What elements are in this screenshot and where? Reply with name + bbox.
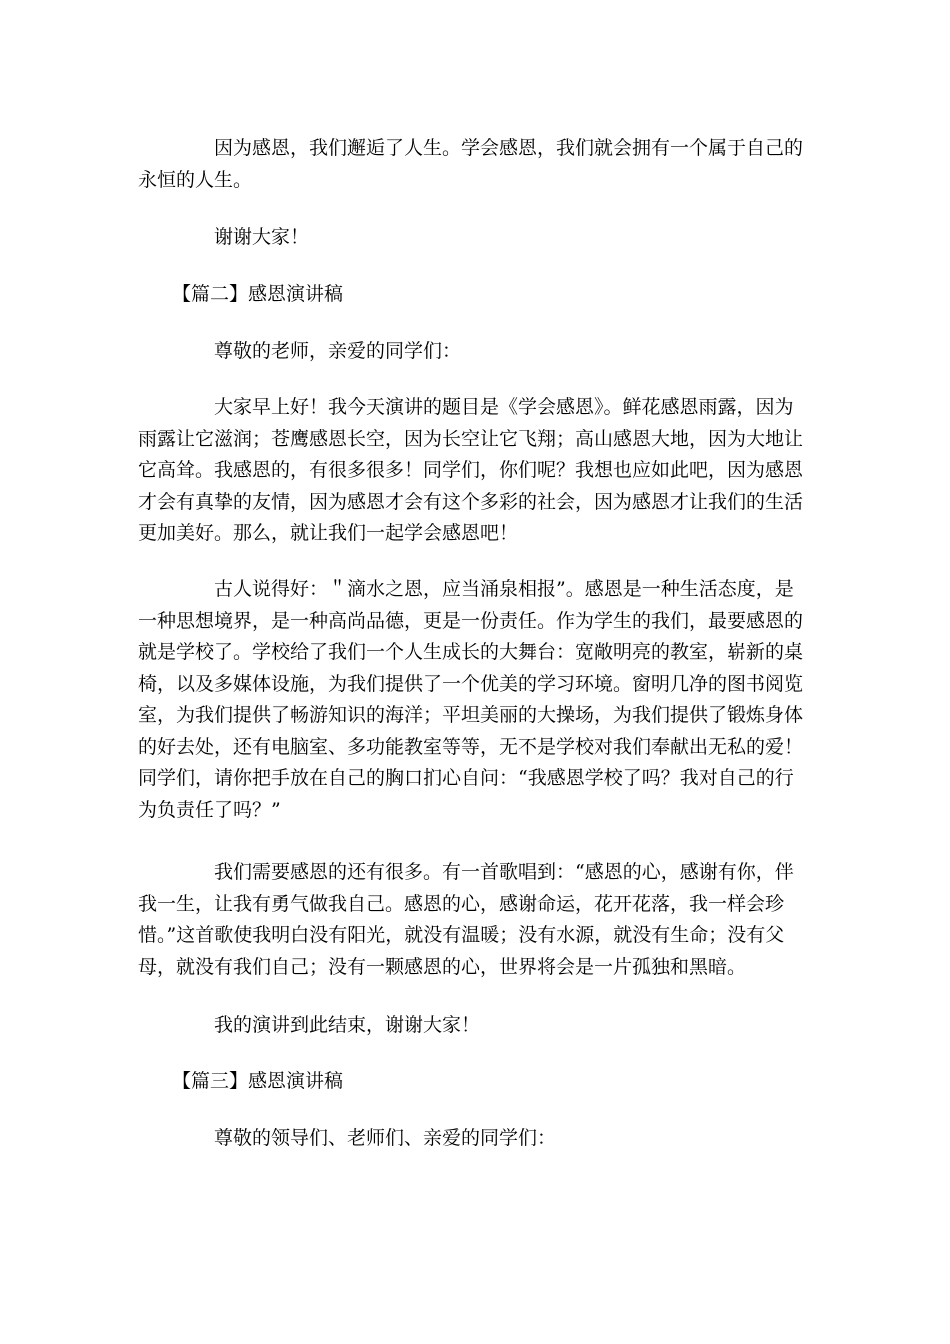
section-heading-part-two: 【篇二】感恩演讲稿 <box>172 283 344 305</box>
text-line: 尊敬的老师，亲爱的同学们： <box>214 340 462 362</box>
text-line: 一种思想境界，是一种高尚品德，更是一份责任。作为学生的我们，最要感恩的 <box>138 609 804 632</box>
text-line: 尊敬的领导们、老师们、亲爱的同学们： <box>214 1127 557 1149</box>
text-line: 雨露让它滋润；苍鹰感恩长空，因为长空让它飞翔；高山感恩大地，因为大地让 <box>138 427 804 450</box>
text-line: 永恒的人生。 <box>138 168 253 191</box>
text-line: 因为感恩，我们邂逅了人生。学会感恩，我们就会拥有一个属于自己的 <box>214 137 804 159</box>
text-line: 椅，以及多媒体设施，为我们提供了一个优美的学习环境。窗明几净的图书阅览 <box>138 672 804 695</box>
paragraph-greeting <box>138 336 810 368</box>
text-line: 室，为我们提供了畅游知识的海洋；平坦美丽的大操场，为我们提供了锻炼身体 <box>138 704 804 726</box>
paragraph-gratitude-life <box>138 133 810 196</box>
text-line: 母，就没有我们自己；没有一颗感恩的心，世界将会是一片孤独和黑暗。 <box>138 955 747 978</box>
text-line: 同学们，请你把手放在自己的胸口扪心自问：“我感恩学校了吗？我对自己的行 <box>138 767 794 789</box>
text-line: 它高耸。我感恩的，有很多很多！同学们，你们呢？我想也应如此吧，因为感恩 <box>138 459 804 481</box>
text-line: 才会有真挚的友情，因为感恩才会有这个多彩的社会，因为感恩才让我们的生活 <box>138 490 804 513</box>
text-line: 我们需要感恩的还有很多。有一首歌唱到：“感恩的心，感谢有你，伴 <box>214 861 794 883</box>
text-line: 大家早上好！我今天演讲的题目是《学会感恩》。鲜花感恩雨露，因为 <box>214 396 794 418</box>
text-line: 为负责任了吗？” <box>138 798 281 821</box>
paragraph-thanks <box>138 222 810 254</box>
paragraph-greeting-two <box>138 1123 810 1155</box>
text-line: 的好去处，还有电脑室、多功能教室等等，无不是学校对我们奉献出无私的爱！ <box>138 735 804 758</box>
text-line: 惜。”这首歌使我明白没有阳光，就没有温暖；没有水源，就没有生命；没有父 <box>138 924 785 946</box>
text-line: 古人说得好：＂滴水之恩，应当涌泉相报”。感恩是一种生活态度，是 <box>214 578 794 600</box>
paragraph-closing <box>138 1010 810 1042</box>
text-line: 更加美好。那么，就让我们一起学会感恩吧！ <box>138 522 519 544</box>
paragraph-school <box>138 574 810 826</box>
text-line: 就是学校了。学校给了我们一个人生成长的大舞台：宽敞明亮的教室，崭新的桌 <box>138 641 804 663</box>
text-line: 谢谢大家！ <box>214 226 310 248</box>
paragraph-intro <box>138 392 810 550</box>
paragraph-song <box>138 857 810 983</box>
text-line: 我一生，让我有勇气做我自己。感恩的心，感谢命运，花开花落，我一样会珍 <box>138 892 785 915</box>
section-heading-part-three: 【篇三】感恩演讲稿 <box>172 1070 344 1092</box>
text-line: 我的演讲到此结束，谢谢大家！ <box>214 1014 481 1036</box>
